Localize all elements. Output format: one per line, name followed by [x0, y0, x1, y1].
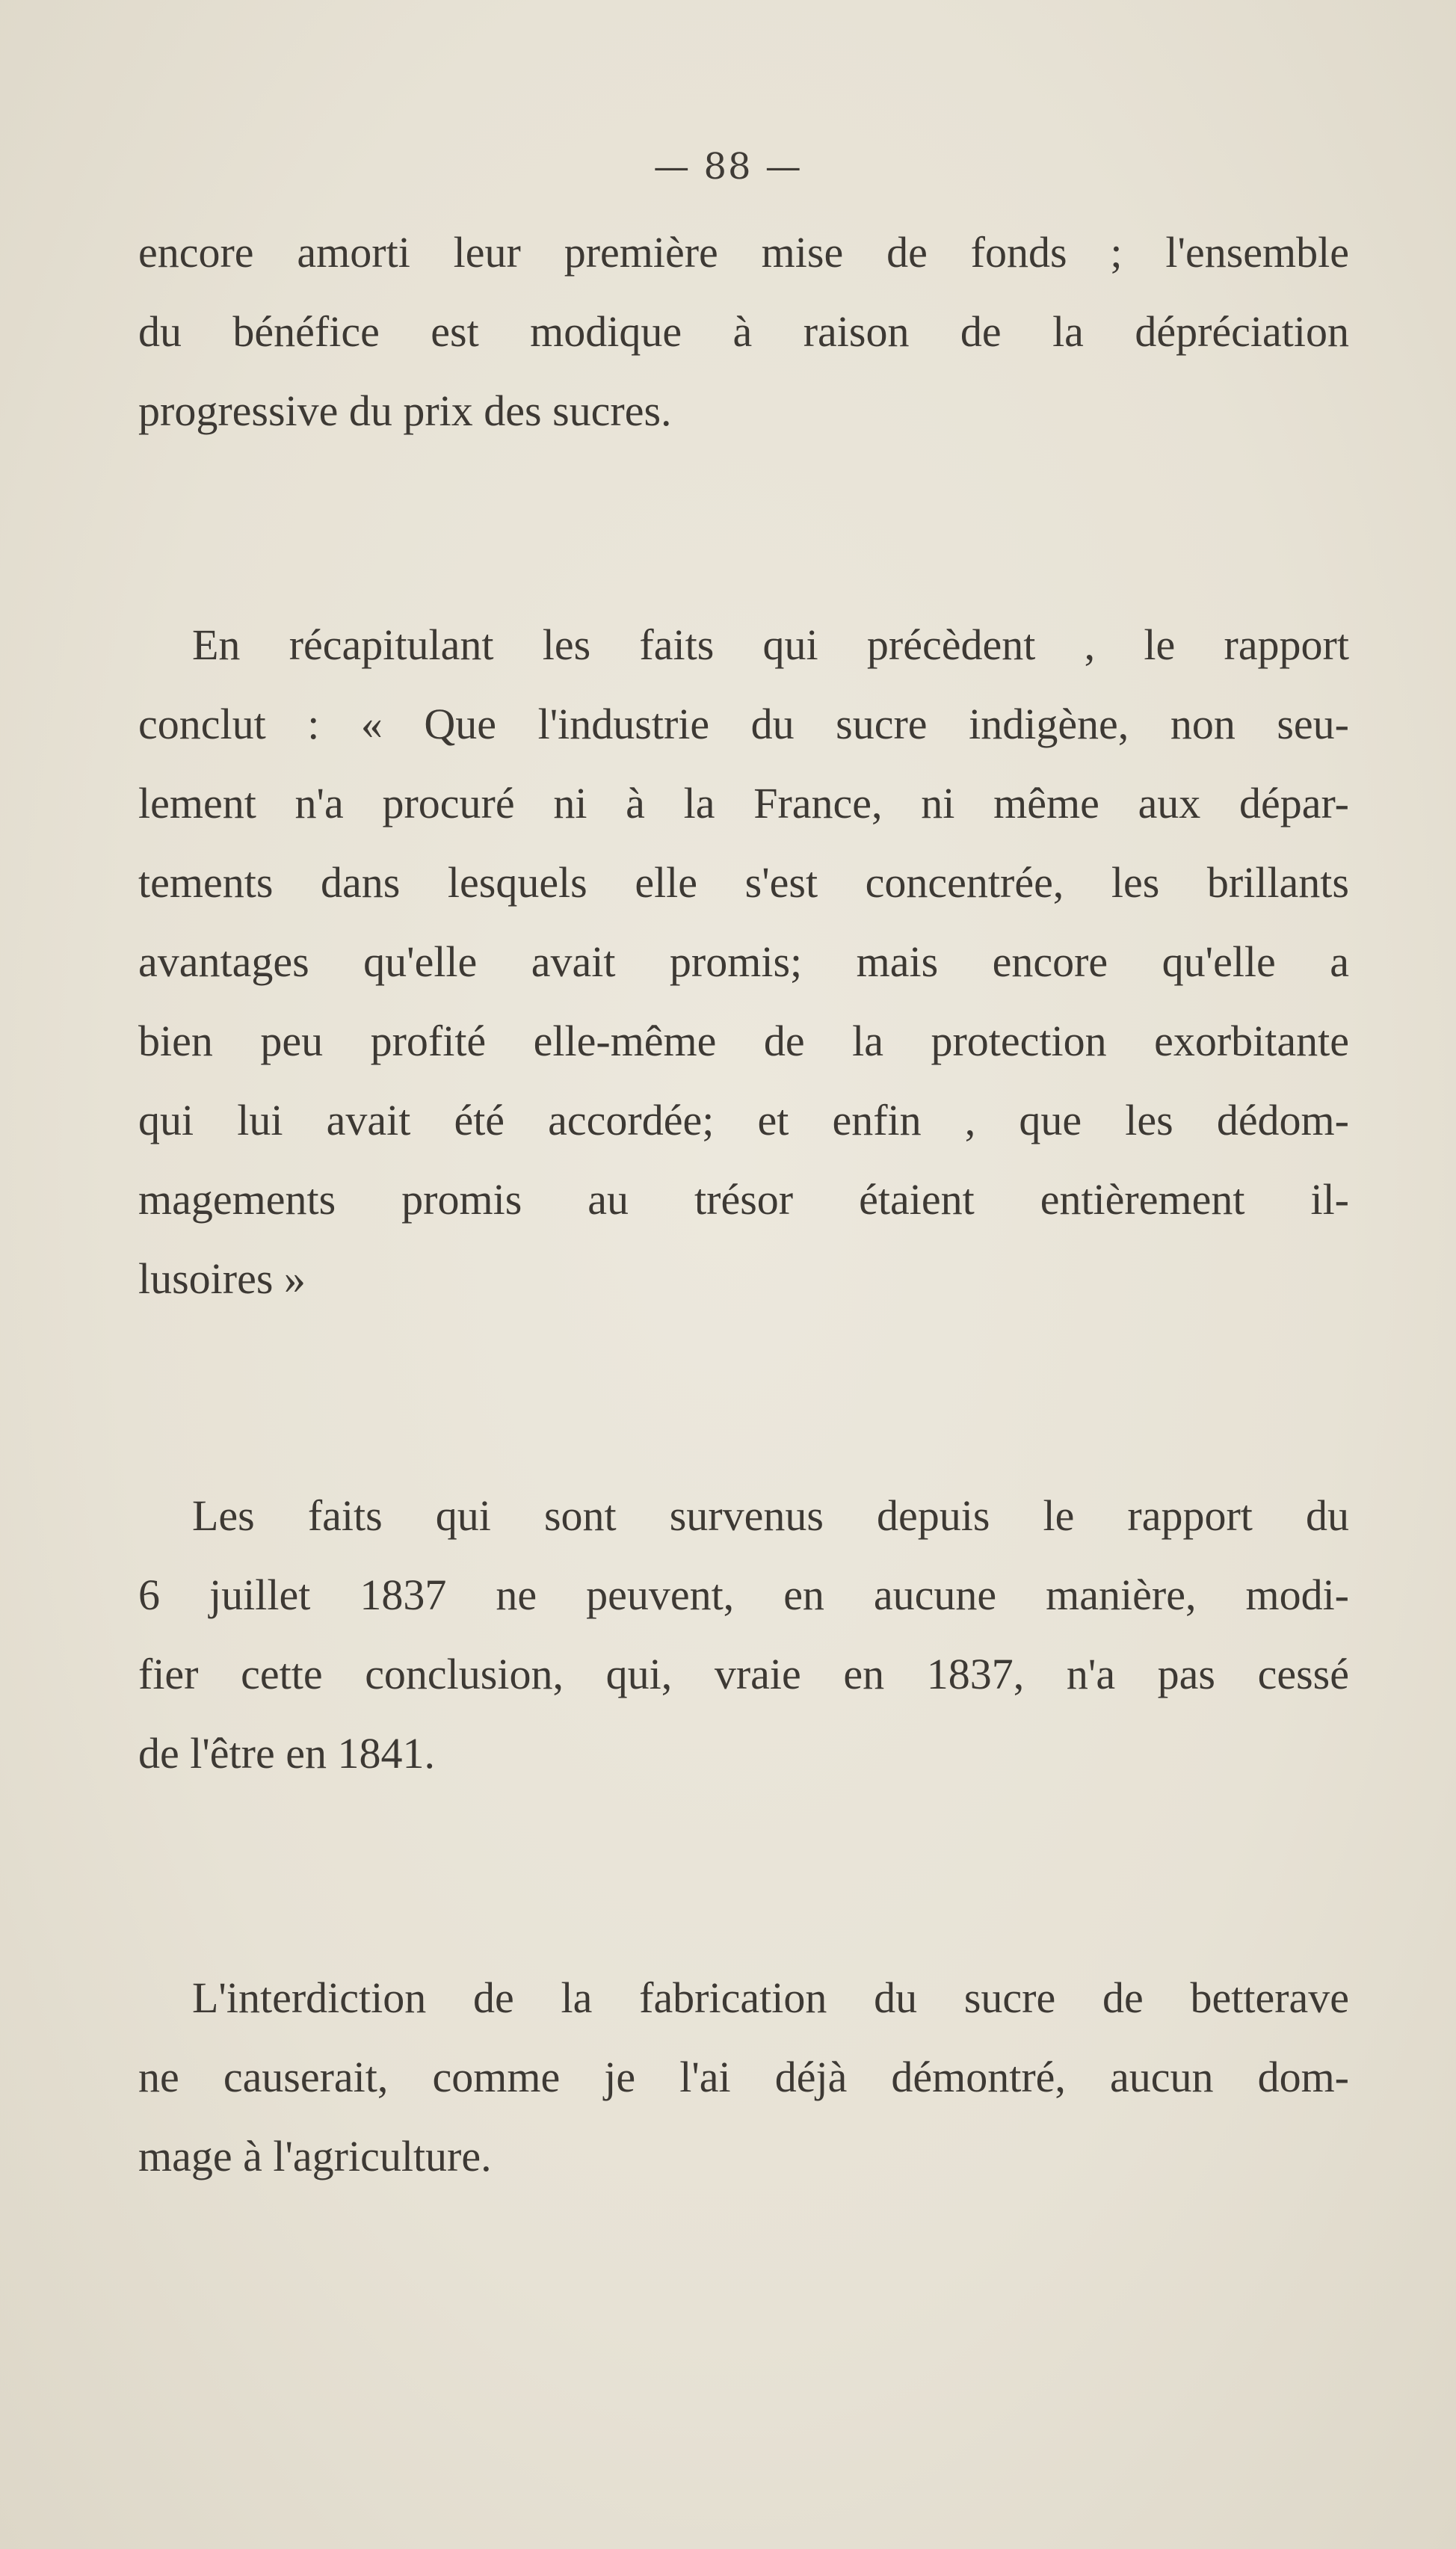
text-line: de l'être en 1841.	[138, 1729, 435, 1778]
text-line: lusoires »	[138, 1254, 306, 1303]
text-line: lement n'a procuré ni à la France, ni même aux dépar-	[138, 779, 1349, 827]
text-line: progressive du prix des sucres.	[138, 386, 672, 435]
text-line: avantages qu'elle avait promis; mais encore qu'elle a	[138, 937, 1349, 986]
text-line: magements promis au trésor étaient entièrement il-	[138, 1175, 1349, 1224]
paragraph-report-conclusion	[138, 605, 1349, 1319]
paragraph-interdiction	[138, 1958, 1349, 2196]
paragraph-continuation	[138, 213, 1349, 451]
text-line: Les faits qui sont survenus depuis le rapport du	[192, 1491, 1349, 1540]
text-line: En récapitulant les faits qui précèdent , le rapport	[192, 620, 1349, 669]
text-line: tements dans lesquels elle s'est concentrée, les brillants	[138, 858, 1349, 907]
text-line: ne causerait, comme je l'ai déjà démontré, aucun dom-	[138, 2053, 1349, 2101]
text-line: 6 juillet 1837 ne peuvent, en aucune manière, modi-	[138, 1571, 1349, 1619]
text-line: mage à l'agriculture.	[138, 2132, 492, 2180]
text-line: L'interdiction de la fabrication du sucre de betterave	[192, 1973, 1349, 2022]
text-line: bien peu profité elle-même de la protection exorbitante	[138, 1017, 1349, 1065]
text-line: qui lui avait été accordée; et enfin , que les dédom-	[138, 1096, 1349, 1144]
text-line: conclut : « Que l'industrie du sucre indigène, non seu-	[138, 700, 1349, 748]
text-line: fier cette conclusion, qui, vraie en 1837, n'a pas cessé	[138, 1650, 1349, 1698]
text-line: du bénéfice est modique à raison de la dépréciation	[138, 307, 1349, 356]
text-line: encore amorti leur première mise de fonds ; l'ensemble	[138, 228, 1349, 277]
page-number: — 88 —	[653, 146, 803, 188]
paragraph-subsequent-facts	[138, 1476, 1349, 1793]
